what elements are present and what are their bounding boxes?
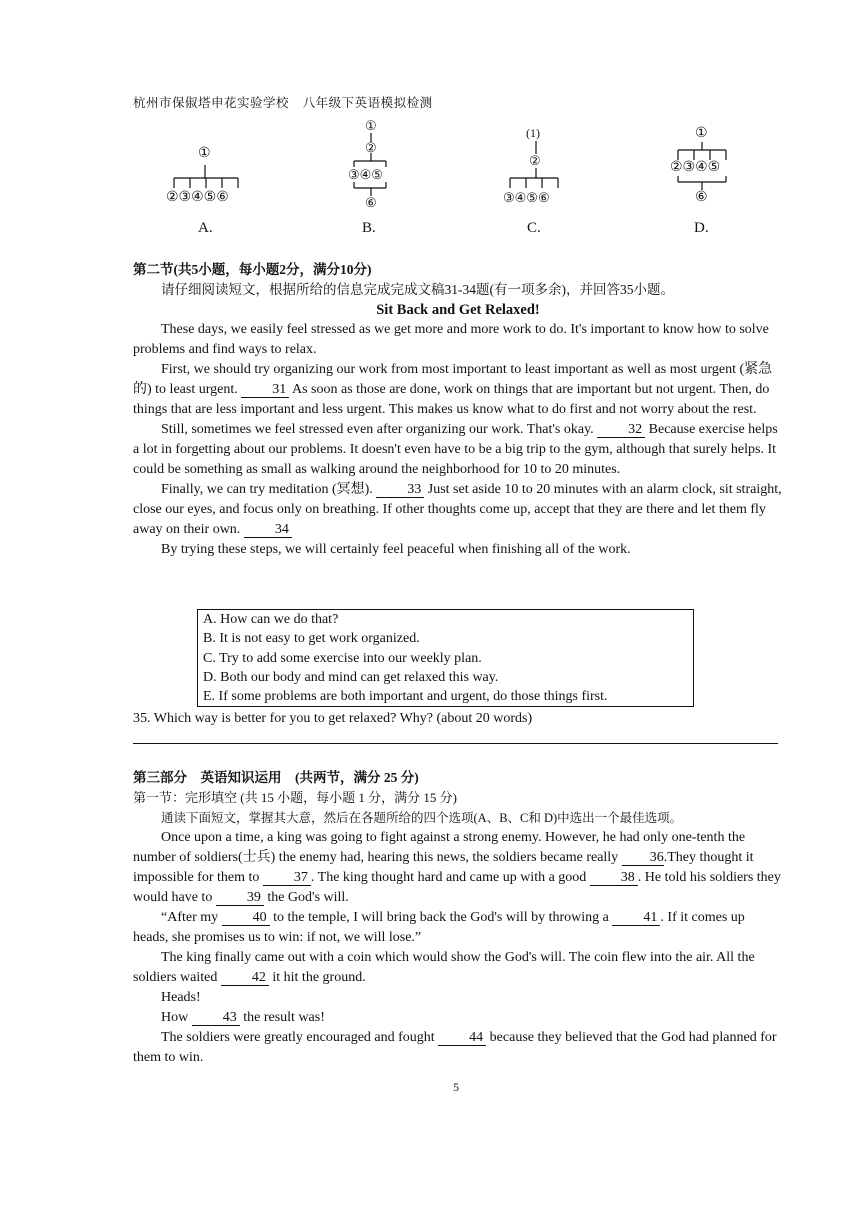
blank-40[interactable]: 40 bbox=[222, 910, 270, 926]
cloze-paragraph-6 bbox=[133, 1028, 783, 1068]
option-e: E. If some problems are both important and urgent, do those things first. bbox=[203, 689, 608, 705]
cloze-p1-e: the God's will. bbox=[267, 890, 349, 905]
diagram-c bbox=[500, 120, 580, 240]
blank-38[interactable]: 38 bbox=[590, 870, 638, 886]
passage-paragraph-3 bbox=[133, 420, 783, 480]
cloze-p1-c: . The king thought hard and came up with a good bbox=[310, 870, 587, 885]
cloze-paragraph-2 bbox=[133, 908, 783, 948]
option-d: D. Both our body and mind can get relaxed this way. bbox=[203, 669, 499, 685]
passage-paragraph-2 bbox=[133, 360, 783, 420]
diagram-c-label: C. bbox=[527, 220, 541, 236]
part3-title: 第三部分 英语知识运用 (共两节，满分 25 分) bbox=[133, 770, 419, 785]
cloze-paragraph-5 bbox=[133, 1008, 783, 1028]
cloze-paragraph-3 bbox=[133, 948, 783, 988]
blank-32[interactable]: 32 bbox=[597, 422, 645, 438]
page-number: 5 bbox=[453, 1080, 459, 1094]
diagram-b-top: ① bbox=[365, 118, 377, 133]
p2-text-a: First, we should try organizing our work from most important to least important as well as most urgent (紧急的) to least urgent. bbox=[133, 362, 773, 397]
diagram-b-mid: ② bbox=[365, 140, 377, 155]
part3-instruction: 通读下面短文，掌握其大意，然后在各题所给的四个选项(A、B、C和 D)中选出一个最佳选项。 bbox=[161, 811, 683, 825]
option-c: C. Try to add some exercise into our weekly plan. bbox=[203, 650, 482, 666]
blank-37[interactable]: 37 bbox=[263, 870, 311, 886]
passage-paragraph-1: These days, we easily feel stressed as we get more and more work to do. It's important to know how to solve problems and find ways to relax. bbox=[133, 322, 769, 357]
cloze-p2-b: to the temple, I will bring back the God's will by throwing a bbox=[273, 910, 609, 925]
p3-text-a: Still, sometimes we feel stressed even after organizing our work. That's okay. bbox=[161, 422, 594, 437]
diagram-a-bottom: ②③④⑤⑥ bbox=[166, 190, 229, 205]
diagram-d-bottom: ⑥ bbox=[695, 190, 708, 205]
blank-41[interactable]: 41 bbox=[612, 910, 660, 926]
diagram-d-top: ① bbox=[695, 126, 708, 141]
diagram-c-top: (1) bbox=[526, 126, 540, 140]
p2-text-b: As soon as those are done, work on things that are important but not urgent. Then, do things that are less important and less urgent. This makes us know what to do first and not worry about the rest. bbox=[133, 382, 770, 417]
cloze-p3-a: The king finally came out with a coin which would show the God's will. The coin flew into the air. All the soldiers waited bbox=[133, 950, 755, 985]
page-header bbox=[133, 93, 443, 111]
blank-34[interactable]: 34 bbox=[244, 522, 292, 538]
question-35: 35. Which way is better for you to get relaxed? Why? (about 20 words) bbox=[133, 711, 533, 726]
answer-line-35[interactable] bbox=[133, 743, 778, 744]
blank-43[interactable]: 43 bbox=[192, 1010, 240, 1026]
cloze-p3-b: it hit the ground. bbox=[272, 970, 366, 985]
cloze-p1-b: .They thought it impossible for them to bbox=[133, 850, 754, 885]
diagram-d-row: ②③④⑤ bbox=[670, 160, 721, 175]
options-box bbox=[197, 609, 694, 707]
p4-text-a: Finally, we can try meditation (冥想). bbox=[161, 482, 373, 497]
cloze-paragraph-1 bbox=[133, 828, 783, 908]
school-name: 杭州市保俶塔申花实验学校 bbox=[133, 96, 290, 110]
section2-title: 第二节(共5小题，每小题2分，满分10分) bbox=[133, 262, 372, 277]
part3-section1: 第一节：完形填空 (共 15 小题，每小题 1 分，满分 15 分) bbox=[133, 790, 457, 805]
blank-44[interactable]: 44 bbox=[438, 1030, 486, 1046]
diagram-b-bottom: ⑥ bbox=[365, 195, 377, 210]
cloze-paragraph-4: Heads! bbox=[161, 990, 201, 1005]
diagram-d bbox=[668, 120, 738, 240]
blank-42[interactable]: 42 bbox=[221, 970, 269, 986]
diagram-a-label: A. bbox=[198, 220, 213, 236]
blank-31[interactable]: 31 bbox=[241, 382, 289, 398]
section2 bbox=[133, 260, 783, 560]
diagram-c-bottom: ③④⑤⑥ bbox=[503, 190, 550, 205]
cloze-p1-d: . He told his soldiers they would have to bbox=[133, 870, 781, 905]
diagram-a bbox=[160, 120, 260, 240]
passage-paragraph-4 bbox=[133, 480, 783, 540]
cloze-p1-a: Once upon a time, a king was going to fight against a strong enemy. However, he had only one-tenth the number of soldiers(士兵) the enemy had, hearing this news, the soldiers became really bbox=[133, 830, 746, 865]
section2-instruction: 请仔细阅读短文，根据所给的信息完成完成文稿31-34题(有一项多余)，并回答35小题。 bbox=[161, 282, 674, 297]
blank-39[interactable]: 39 bbox=[216, 890, 264, 906]
diagram-a-top: ① bbox=[198, 146, 211, 161]
blank-36[interactable]: 36 bbox=[622, 850, 664, 866]
diagram-d-label: D. bbox=[694, 220, 709, 236]
diagram-b-row: ③④⑤ bbox=[348, 167, 383, 182]
option-b: B. It is not easy to get work organized. bbox=[203, 631, 420, 647]
cloze-p6-a: The soldiers were greatly encouraged and fought bbox=[161, 1030, 435, 1045]
cloze-p6-b: because they believed that the God had planned for them to win. bbox=[133, 1030, 777, 1065]
diagram-c-mid: ② bbox=[529, 153, 541, 168]
passage-paragraph-5: By trying these steps, we will certainly feel peaceful when finishing all of the work. bbox=[161, 542, 631, 557]
cloze-p2-c: . If it comes up heads, she promises us to win: if not, we will lose.” bbox=[133, 910, 745, 945]
cloze-p2-a: “After my bbox=[161, 910, 219, 925]
exam-name: 八年级下英语模拟检测 bbox=[302, 96, 433, 110]
p4-text-b: Just set aside 10 to 20 minutes with an alarm clock, sit straight, close our eyes, and focus only on breathing. If other thoughts come up, accept that they are there and let them fly away on their own. bbox=[133, 482, 782, 537]
passage-title: Sit Back and Get Relaxed! bbox=[376, 302, 540, 318]
cloze-p5-b: the result was! bbox=[243, 1010, 325, 1025]
option-a: A. How can we do that? bbox=[203, 612, 339, 627]
blank-33[interactable]: 33 bbox=[376, 482, 424, 498]
part3 bbox=[133, 768, 783, 1068]
p3-text-b: Because exercise helps a lot in forgetting about our problems. It doesn't even have to be a big trip to the gym, although that surely helps. It could be something as small as walking around the neighborhood for 10 to 20 minutes. bbox=[133, 422, 778, 477]
cloze-p5-a: How bbox=[161, 1010, 189, 1025]
diagram-b-label: B. bbox=[362, 220, 376, 236]
diagram-b bbox=[340, 120, 400, 240]
